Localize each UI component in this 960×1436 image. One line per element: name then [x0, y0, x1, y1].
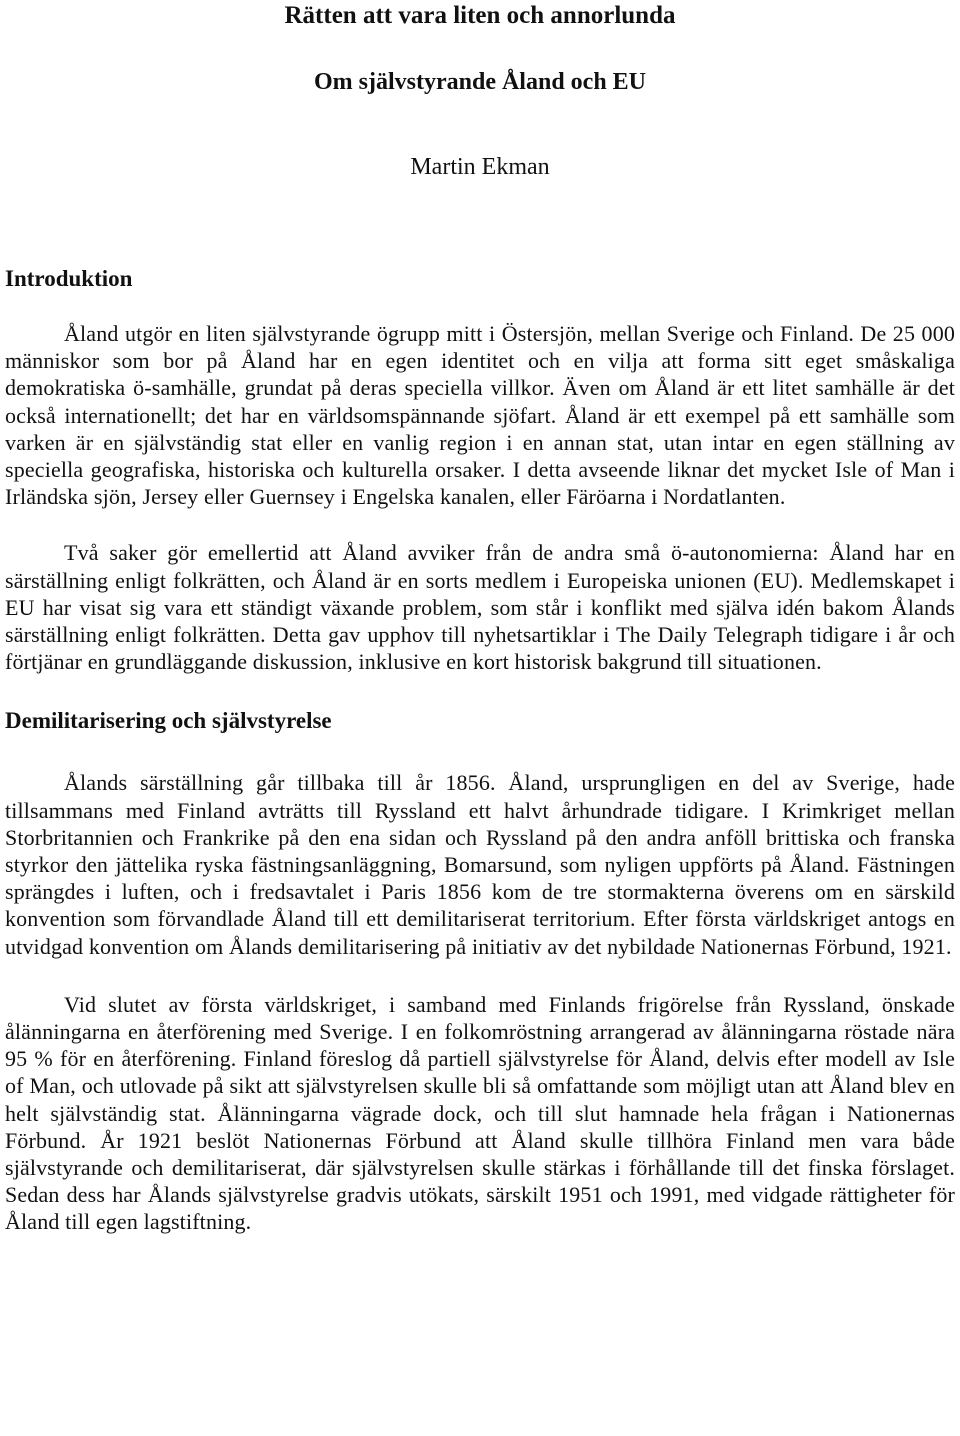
- document-subtitle: Om självstyrande Åland och EU: [313, 69, 647, 95]
- document-page: [5, 0, 955, 1236]
- paragraph-demil-1: Ålands särställning går tillbaka till år 1856. Åland, ursprungligen en del av Sverige, hade tillsammans med Finland avträtts till Ryssland ett halvt århundrade tidigare. I Krimkriget mellan Storbritannien och Frankrike på den ena sidan och Ryssland på den andra anföll brittiska och franska styrkor den jättelika ryska fästningsanläggning, Bomarsund, som nyligen uppförts på Åland. Fästningen sprängdes i luften, och i fredsavtalet i Paris 1856 kom de tre stormakterna överens om en särskild konvention som förvandlade Åland till ett demilitariserat territorium. Efter första världskriget antogs en utvidgad konvention om Ålands demilitarisering på initiativ av det nybildade Nationernas Förbund, 1921.: [5, 770, 955, 959]
- document-title: Rätten att vara liten och annorlunda: [284, 2, 676, 29]
- paragraph-demil-2: Vid slutet av första världskriget, i samband med Finlands frigörelse från Ryssland, önskade ålänningarna en återförening med Sverige. I en folkomröstning arrangerad av ålänningarna röstade nära 95 % för en återförening. Finland föreslog då partiell självstyrelse för Åland, delvis efter modell av Isle of Man, och utlovade på sikt att självstyrelsen skulle bli så omfattande som möjligt utan att Åland blev en helt självständig stat. Ålänningarna vägrade dock, och till slut hamnade hela frågan i Nationernas Förbund. År 1921 beslöt Nationernas Förbund att Åland skulle tillhöra Finland men vara både självstyrande och demilitariserat, där självstyrelsen skulle stärkas i förhållande till det finska förslaget. Sedan dess har Ålands självstyrelse gradvis utökats, särskilt 1951 och 1991, med vidgade rättigheter för Åland till egen lagstiftning.: [5, 991, 955, 1235]
- paragraph-intro-1: Åland utgör en liten självstyrande ögrupp mitt i Östersjön, mellan Sverige och Finland. De 25 000 människor som bor på Åland har en egen identitet och en vilja att forma sitt eget småskaliga demokratiska ö-samhälle, grundat på deras speciella villkor. Även om Åland är ett litet samhälle är det också internationellt; det har en världsomspännande sjöfart. Åland är ett exempel på ett samhälle som varken är en självständig stat eller en vanlig region i en annan stat, utan intar en egen ställning av speciella geografiska, historiska och kulturella orsaker. I detta avseende liknar det mycket Isle of Man i Irländska sjön, Jersey eller Guernsey i Engelska kanalen, eller Färöarna i Nordatlanten.: [5, 321, 955, 510]
- section-heading-demilitarisering: Demilitarisering och självstyrelse: [5, 708, 332, 734]
- section-heading-introduktion: Introduktion: [5, 266, 133, 291]
- document-author: Martin Ekman: [410, 154, 550, 180]
- paragraph-intro-2: Två saker gör emellertid att Åland avviker från de andra små ö-autonomierna: Åland har en särställning enligt folkrätten, och Åland är en sorts medlem i Europeiska unionen (EU). Medlemskapet i EU har visat sig vara ett ständigt växande problem, som står i konflikt med själva idén bakom Ålands särställning enligt folkrätten. Detta gav upphov till nyhetsartiklar i The Daily Telegraph tidigare i år och förtjänar en grundläggande diskussion, inklusive en kort historisk bakgrund till situationen.: [5, 540, 955, 675]
